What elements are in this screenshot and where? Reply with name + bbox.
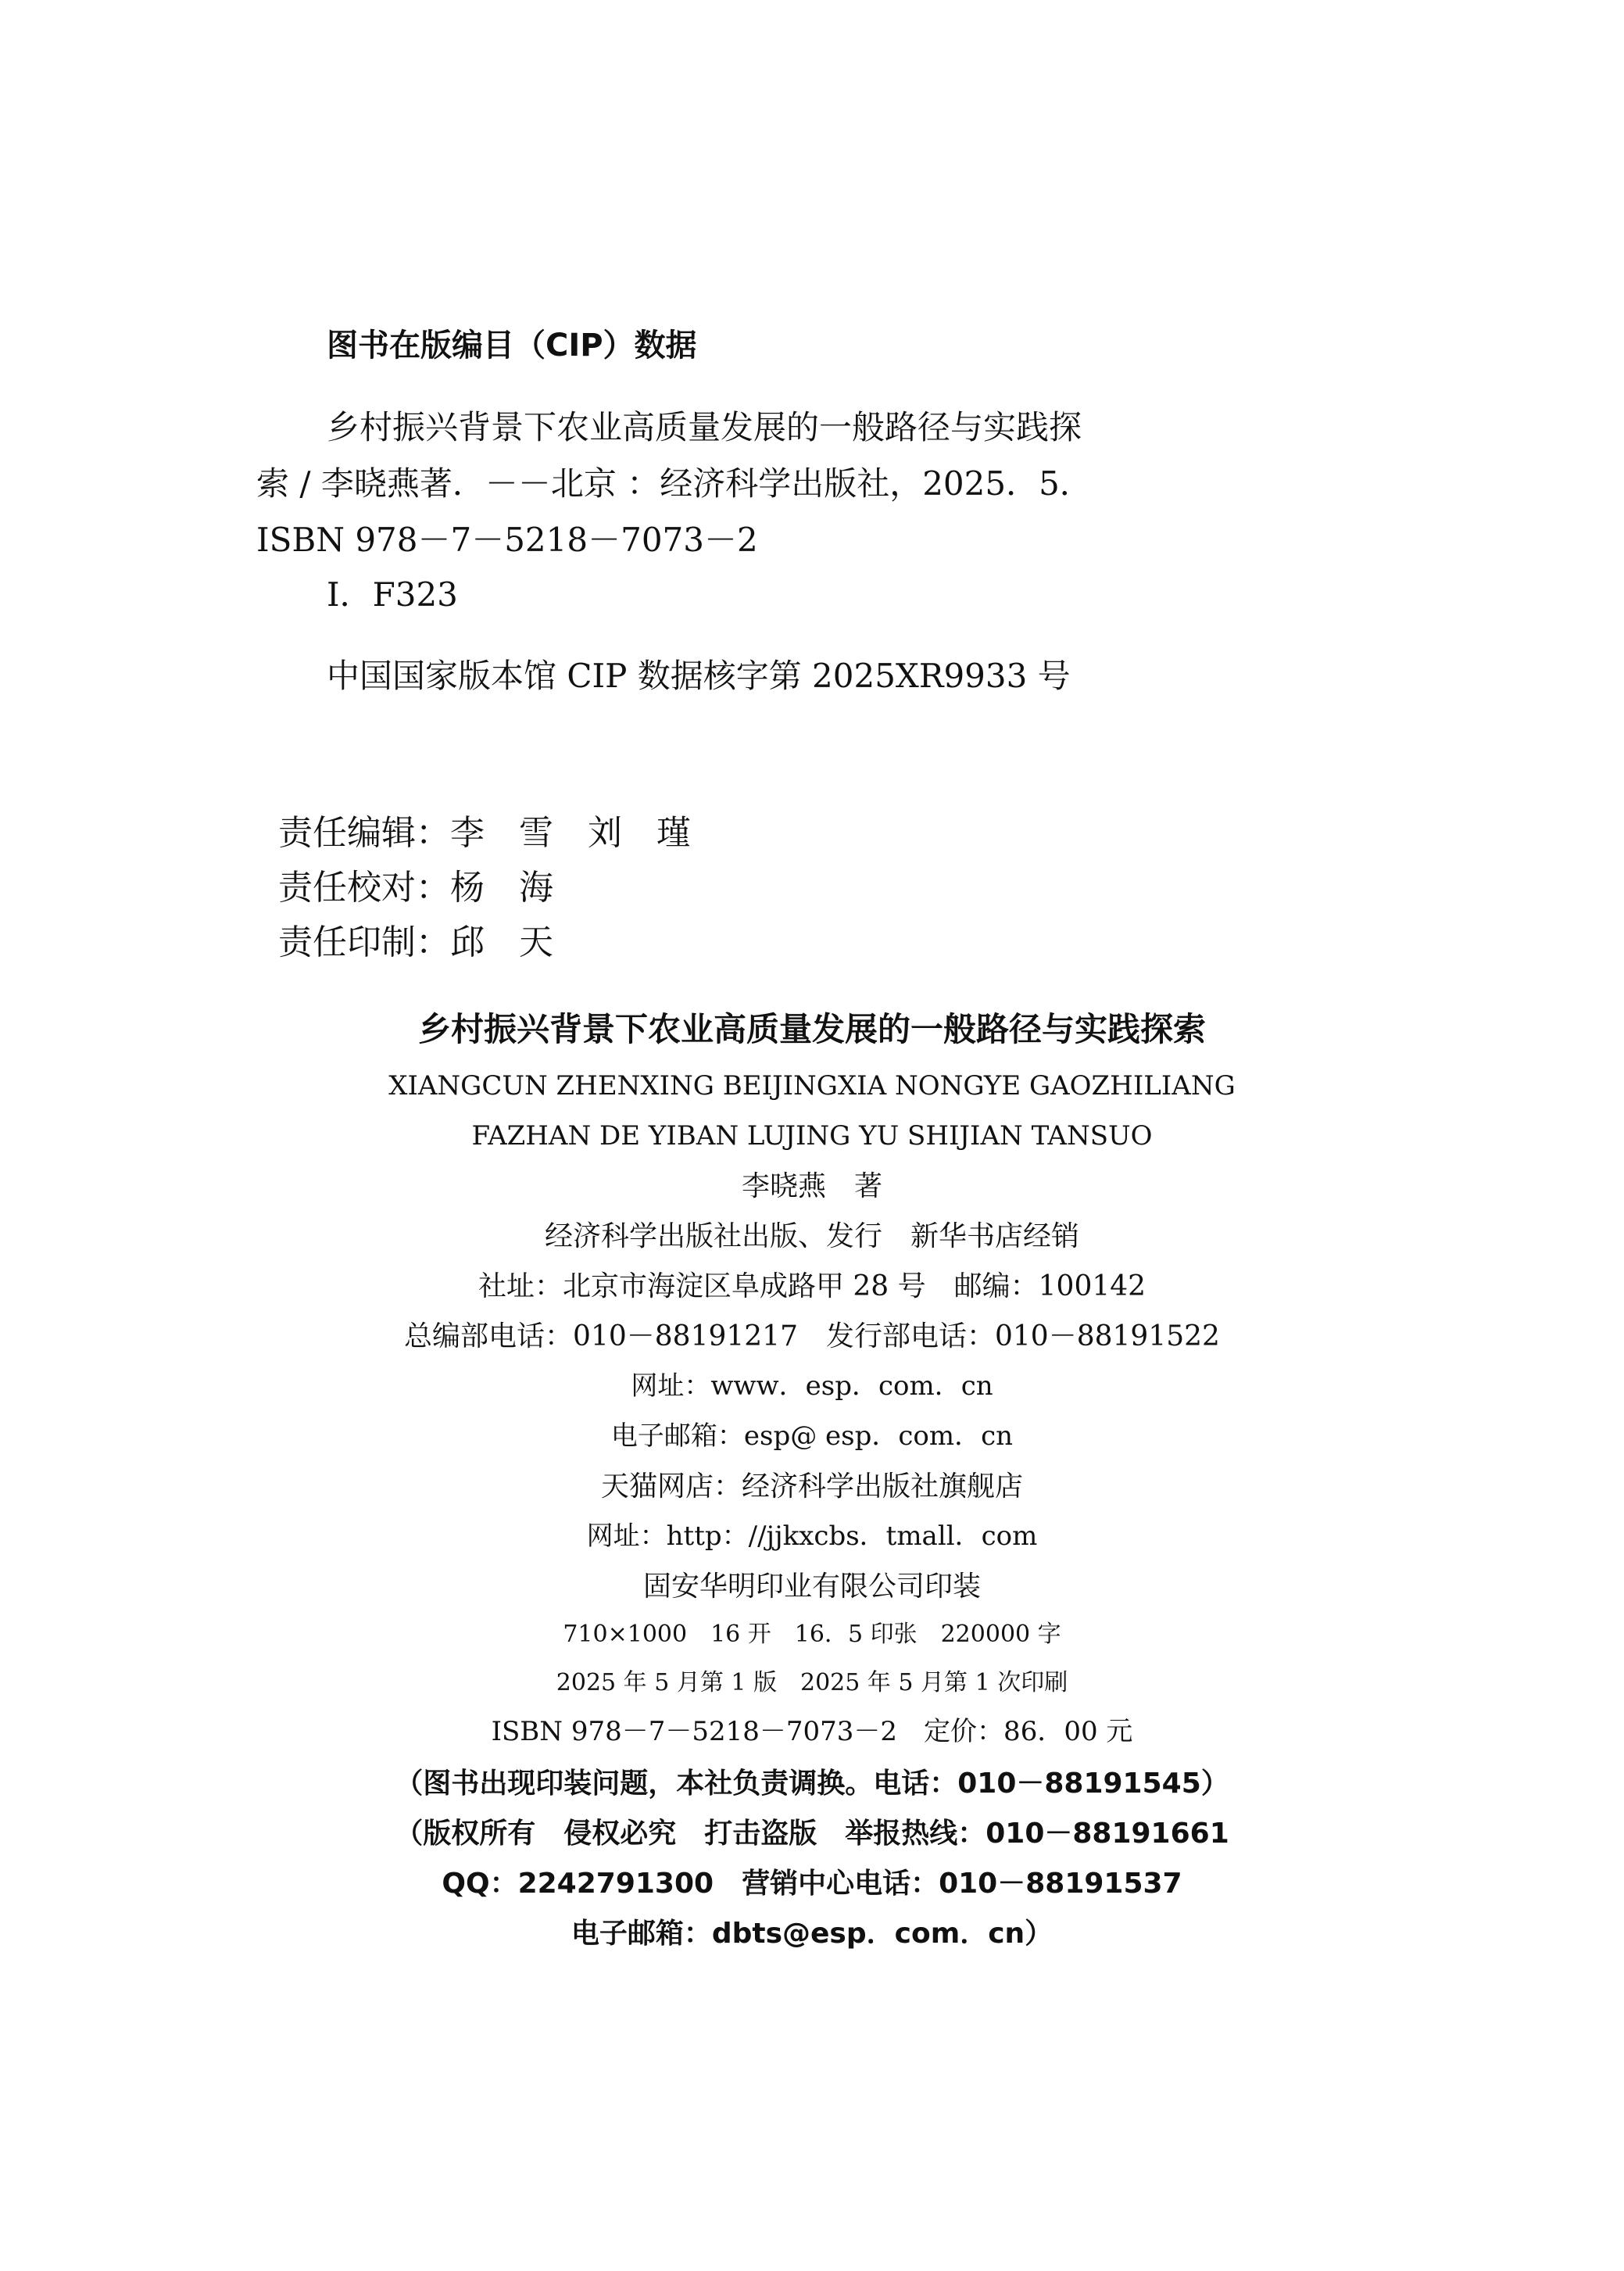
colophon-publisher: 经济科学出版社出版、发行 新华书店经销: [544, 1220, 1079, 1252]
notice-line3: QQ：2242791300 营销中心电话：010－88191537: [442, 1868, 1182, 1900]
staff-printing-names: 邱 天: [449, 922, 553, 962]
cip-isbn: ISBN 978－7－5218－7073－2: [256, 521, 758, 559]
colophon-printer: 固安华明印业有限公司印装: [642, 1571, 981, 1603]
cip-entry-line1: 乡村振兴背景下农业高质量发展的一般路径与实践探: [327, 408, 1082, 446]
colophon-specs: 710×1000 16 开 16．5 印张 220000 字: [563, 1621, 1061, 1648]
colophon-title: 乡村振兴背景下农业高质量发展的一般路径与实践探索: [417, 1010, 1206, 1048]
cip-heading: 图书在版编目（CIP）数据: [327, 328, 697, 364]
cip-number: 中国国家版本馆 CIP 数据核字第 2025XR9933 号: [327, 657, 1071, 695]
staff-proofreader-names: 杨 海: [449, 868, 553, 908]
colophon-pinyin-line2: FAZHAN DE YIBAN LUJING YU SHIJIAN TANSUO: [471, 1120, 1153, 1152]
colophon-tmall-url: 网址：http：//jjkxcbs．tmall．com: [586, 1521, 1038, 1552]
colophon-edition: 2025 年 5 月第 1 版 2025 年 5 月第 1 次印刷: [556, 1669, 1068, 1696]
colophon-address: 社址：北京市海淀区阜成路甲 28 号 邮编：100142: [478, 1270, 1146, 1302]
staff-editor-label: 责任编辑：: [277, 813, 450, 853]
cip-entry-line2: 索 / 李晓燕著．－－北京 ：经济科学出版社，2025．5．: [256, 464, 1093, 503]
notice-line1: （图书出现印装问题，本社负责调换。电话：010－88191545）: [395, 1768, 1229, 1800]
staff-editor-names: 李 雪 刘 瑾: [449, 813, 691, 853]
staff-printing-label: 责任印制：: [277, 922, 450, 962]
colophon-tmall-store: 天猫网店：经济科学出版社旗舰店: [600, 1470, 1023, 1503]
notice-line2: （版权所有 侵权必究 打击盗版 举报热线：010－88191661: [395, 1818, 1229, 1850]
colophon-isbn-price: ISBN 978－7－5218－7073－2 定价：86．00 元: [491, 1716, 1133, 1747]
colophon-phones: 总编部电话：010－88191217 发行部电话：010－88191522: [404, 1320, 1220, 1352]
cip-classification: Ⅰ．F323: [327, 575, 458, 614]
colophon-email: 电子邮箱：esp@ esp．com．cn: [610, 1420, 1014, 1452]
staff-printing: [256, 891, 553, 960]
notice-line4: 电子邮箱：dbts@esp．com．cn）: [571, 1918, 1053, 1950]
staff-proofreader-label: 责任校对：: [277, 868, 450, 908]
colophon-website: 网址：www．esp．com．cn: [631, 1370, 993, 1402]
colophon-author: 李晓燕 著: [741, 1170, 882, 1202]
colophon-pinyin-line1: XIANGCUN ZHENXING BEIJINGXIA NONGYE GAOZHILIANG: [388, 1070, 1236, 1101]
